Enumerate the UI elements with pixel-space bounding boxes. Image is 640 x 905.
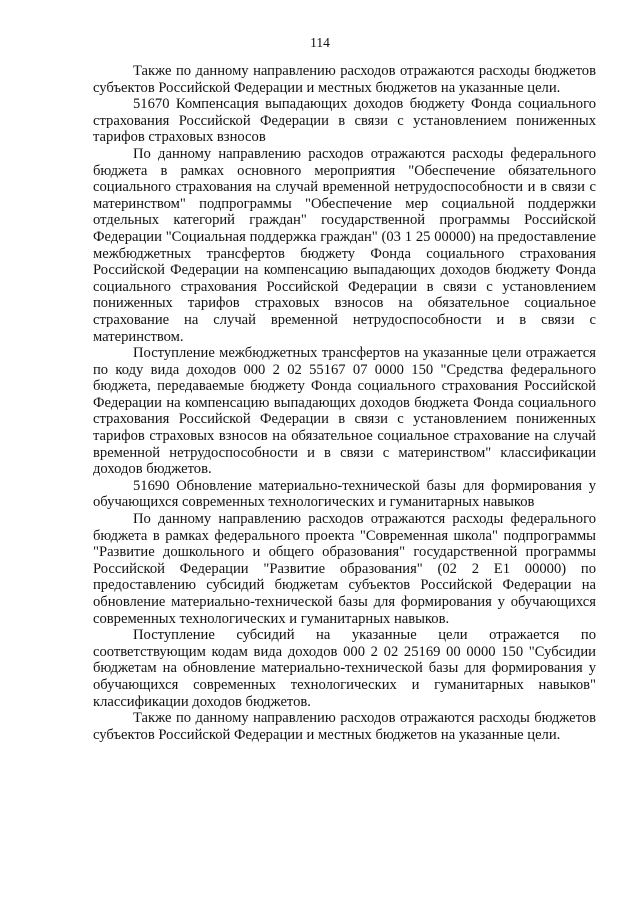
- paragraph-51670-income: Поступление межбюджетных трансфертов на указанные цели отражается по коду вида доходов 000 2 02 55167 07 0000 150 "Средства федерального бюджета, передаваемые бюджету Фонда социального страхования Российской Федерации на компенсацию выпадающих доходов бюджета Фонда социального страхования Российской Федерации в связи с установлением пониженных тарифов страховых взносов на обязательное социальное страхование на случай временной нетрудоспособности и в связи с материнством" классификации доходов бюджетов.: [93, 345, 596, 478]
- paragraph-51690-expenses: По данному направлению расходов отражаются расходы федерального бюджета в рамках федерального проекта "Современная школа" подпрограммы "Развитие дошкольного и общего образования" государственной программы Российской Федерации "Развитие образования" (02 2 E1 00000) по предоставлению субсидий бюджетам субъектов Российской Федерации на обновление материально-технической базы для формирования у обучающихся современных технологических и гуманитарных навыков.: [93, 511, 596, 627]
- paragraph-51670-expenses: По данному направлению расходов отражаются расходы федерального бюджета в рамках основного мероприятия "Обеспечение обязательного социального страхования на случай временной нетрудоспособности и в связи с материнством" подпрограммы "Обеспечение мер социальной поддержки отдельных категорий граждан" государственной программы Российской Федерации "Социальная поддержка граждан" (03 1 25 00000) на предоставление межбюджетных трансфертов бюджету Фонда социального страхования Российской Федерации на компенсацию выпадающих доходов бюджету Фонда социального страхования Российской Федерации в связи с установлением пониженных тарифов страховых взносов на обязательное социальное страхование на случай временной нетрудоспособности и в связи с материнством.: [93, 145, 596, 345]
- document-body: [93, 63, 596, 743]
- paragraph-budget-subjects-note: Также по данному направлению расходов отражаются расходы бюджетов субъектов Российской Федерации и местных бюджетов на указанные цели.: [93, 63, 596, 96]
- section-heading-51670: 51670 Компенсация выпадающих доходов бюджету Фонда социального страхования Российской Федерации в связи с установлением пониженных тарифов страховых взносов: [93, 96, 596, 146]
- page-number: 114: [310, 35, 330, 50]
- paragraph-budget-subjects-note-final: Также по данному направлению расходов отражаются расходы бюджетов субъектов Российской Федерации и местных бюджетов на указанные цели.: [93, 710, 596, 743]
- paragraph-51690-income: Поступление субсидий на указанные цели отражается по соответствующим кодам вида доходов 000 2 02 25169 00 0000 150 "Субсидии бюджетам на обновление материально-технической базы для формирования у обучающихся современных технологических и гуманитарных навыков" классификации доходов бюджетов.: [93, 627, 596, 710]
- section-heading-51690: 51690 Обновление материально-технической базы для формирования у обучающихся современных технологических и гуманитарных навыков: [93, 477, 596, 511]
